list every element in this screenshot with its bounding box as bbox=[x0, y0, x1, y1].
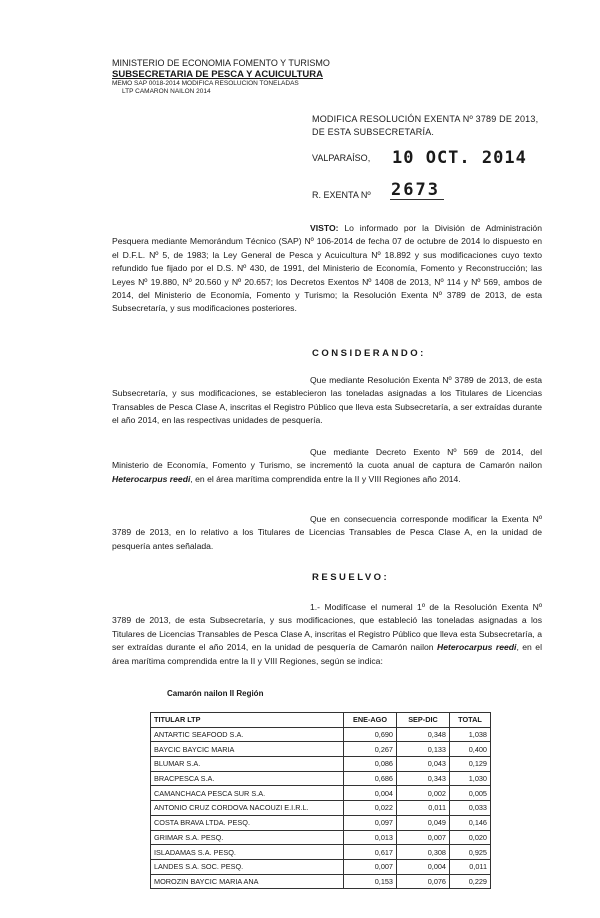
sep-dic-cell: 0,076 bbox=[397, 874, 450, 889]
subsecretaria-name: SUBSECRETARIA DE PESCA Y ACUICULTURA bbox=[112, 69, 323, 80]
table-row bbox=[151, 742, 491, 757]
memo-reference: MEMO SAP 0018-2014 MODIFICA RESOLUCION TONELADAS bbox=[112, 80, 299, 87]
resolution-number: 2673 bbox=[391, 180, 440, 200]
letterhead bbox=[112, 58, 330, 96]
considerando-p2: Que mediante Decreto Exento Nº 569 de 2014, del Ministerio de Economía, Fomento y Turismo, se incrementó la cuota anual de captura de Camarón nailon Heterocarpus reedi, en el área marítima comprendida entre la II y VIII Regiones año 2014. bbox=[112, 447, 542, 484]
total-cell: 0,400 bbox=[450, 742, 491, 757]
titular-cell: ANTONIO CRUZ CORDOVA NACOUZI E.I.R.L. bbox=[151, 801, 344, 816]
sep-dic-cell: 0,133 bbox=[397, 742, 450, 757]
table-row bbox=[151, 830, 491, 845]
table-title: Camarón nailon II Región bbox=[167, 689, 264, 698]
titular-cell: BLUMAR S.A. bbox=[151, 757, 344, 772]
table-row bbox=[151, 845, 491, 860]
sep-dic-cell: 0,348 bbox=[397, 727, 450, 742]
resolution-label: R. EXENTA Nº bbox=[312, 190, 371, 200]
ene-ago-cell: 0,022 bbox=[344, 801, 397, 816]
sep-dic-cell: 0,343 bbox=[397, 771, 450, 786]
modifica-line-1: MODIFICA RESOLUCIÓN EXENTA Nº 3789 DE 2013, bbox=[312, 114, 539, 124]
total-cell: 0,011 bbox=[450, 859, 491, 874]
ene-ago-cell: 0,153 bbox=[344, 874, 397, 889]
titular-cell: LANDES S.A. SOC. PESQ. bbox=[151, 859, 344, 874]
col-sep-dic: SEP-DIC bbox=[397, 713, 450, 728]
sep-dic-cell: 0,043 bbox=[397, 757, 450, 772]
total-cell: 0,020 bbox=[450, 830, 491, 845]
titular-cell: ANTARTIC SEAFOOD S.A. bbox=[151, 727, 344, 742]
col-ene-ago: ENE-AGO bbox=[344, 713, 397, 728]
ministry-name: MINISTERIO DE ECONOMIA FOMENTO Y TURISMO bbox=[112, 58, 330, 68]
total-cell: 1,038 bbox=[450, 727, 491, 742]
total-cell: 0,229 bbox=[450, 874, 491, 889]
col-titular: TITULAR LTP bbox=[151, 713, 344, 728]
table-row bbox=[151, 859, 491, 874]
titular-cell: MOROZIN BAYCIC MARIA ANA bbox=[151, 874, 344, 889]
ene-ago-cell: 0,004 bbox=[344, 786, 397, 801]
ene-ago-cell: 0,086 bbox=[344, 757, 397, 772]
titular-cell: CAMANCHACA PESCA SUR S.A. bbox=[151, 786, 344, 801]
species-name-2: Heterocarpus reedi bbox=[437, 642, 517, 653]
ene-ago-cell: 0,007 bbox=[344, 859, 397, 874]
resolution-underline bbox=[390, 199, 444, 200]
ene-ago-cell: 0,267 bbox=[344, 742, 397, 757]
col-total: TOTAL bbox=[450, 713, 491, 728]
ene-ago-cell: 0,013 bbox=[344, 830, 397, 845]
visto-heading: VISTO: bbox=[310, 223, 339, 233]
visto-text: Lo informado por la División de Administración Pesquera mediante Memorándum Técnico (SAP) Nº 106-2014 de fecha 07 de octubre de 2014 lo dispuesto en el D.F.L. Nº 5, de 1983; la Ley General de Pesca y Acuicultura Nº 18.892 y sus modificaciones cuyo texto refundido fue fijado por el D.S. Nº 430, de 1991, del Ministerio de Economía, Fomento y Reconstrucción; las Leyes Nº 19.880, Nº 20.560 y Nº 20.657; los Decretos Exentos Nº 1408 de 2013, Nº 114 y Nº 569, ambos de 2014, del Ministerio de Economía, Fomento y Turismo; la Resolución Exenta Nº 3789 de 2013, de esta Subsecretaría, y sus modificaciones posteriores. bbox=[112, 223, 542, 314]
species-name: Heterocarpus reedi bbox=[112, 473, 191, 484]
considerando-p1: Que mediante Resolución Exenta Nº 3789 de 2013, de esta Subsecretaría, y sus modificaciones, se establecieron las toneladas asignadas a los Titulares de Licencias Transables de Pesca Clase A, inscritas el Registro Público que lleva esta Subsecretaría, a ser extraídas durante el año 2014, en las respectivas unidades de pesquería. bbox=[112, 375, 542, 426]
titular-cell: BAYCIC BAYCIC MARIA bbox=[151, 742, 344, 757]
considerando-p3: Que en consecuencia corresponde modificar la Exenta Nº 3789 de 2013, en lo relativo a los Titulares de Licencias Transables de Pesca Clase A, en la unidad de pesquería antes señalada. bbox=[112, 514, 542, 551]
memo-reference-2: LTP CAMARON NAILON 2014 bbox=[122, 88, 211, 95]
ene-ago-cell: 0,686 bbox=[344, 771, 397, 786]
table-row bbox=[151, 801, 491, 816]
titular-cell: COSTA BRAVA LTDA. PESQ. bbox=[151, 815, 344, 830]
sep-dic-cell: 0,049 bbox=[397, 815, 450, 830]
table-header-row bbox=[151, 713, 491, 728]
titular-cell: BRACPESCA S.A. bbox=[151, 771, 344, 786]
table-row bbox=[151, 771, 491, 786]
sep-dic-cell: 0,011 bbox=[397, 801, 450, 816]
total-cell: 0,033 bbox=[450, 801, 491, 816]
total-cell: 1,030 bbox=[450, 771, 491, 786]
considerando-heading: CONSIDERANDO: bbox=[312, 348, 426, 359]
titular-cell: GRIMAR S.A. PESQ. bbox=[151, 830, 344, 845]
total-cell: 0,005 bbox=[450, 786, 491, 801]
resuelvo-p1: 1.- Modifícase el numeral 1º de la Resolución Exenta Nº 3789 de 2013, de esta Subsecretaría, y sus modificaciones, que estableció las toneladas asignadas a los Titulares de Licencias Transables de Pesca Clase A, inscritas el Registro Público que lleva esta Subsecretaría, a ser extraídas durante el año 2014, en la unidad de pesquería de Camarón nailon Heterocarpus reedi, en el área marítima comprendida entre la II y VIII Regiones, según se indica: bbox=[112, 602, 542, 666]
total-cell: 0,146 bbox=[450, 815, 491, 830]
ene-ago-cell: 0,097 bbox=[344, 815, 397, 830]
quota-table bbox=[150, 712, 491, 889]
sep-dic-cell: 0,002 bbox=[397, 786, 450, 801]
titular-cell: ISLADAMAS S.A. PESQ. bbox=[151, 845, 344, 860]
modifica-block bbox=[312, 113, 538, 139]
date-stamp: 10 OCT. 2014 bbox=[392, 148, 527, 168]
resuelvo-heading: RESUELVO: bbox=[312, 572, 390, 583]
table-row bbox=[151, 727, 491, 742]
table-row bbox=[151, 874, 491, 889]
sep-dic-cell: 0,308 bbox=[397, 845, 450, 860]
modifica-line-2: DE ESTA SUBSECRETARÍA. bbox=[312, 127, 435, 137]
ene-ago-cell: 0,617 bbox=[344, 845, 397, 860]
table-row bbox=[151, 815, 491, 830]
total-cell: 0,129 bbox=[450, 757, 491, 772]
sep-dic-cell: 0,004 bbox=[397, 859, 450, 874]
place-label: VALPARAÍSO, bbox=[312, 153, 371, 163]
table-row bbox=[151, 757, 491, 772]
table-row bbox=[151, 786, 491, 801]
total-cell: 0,925 bbox=[450, 845, 491, 860]
ene-ago-cell: 0,690 bbox=[344, 727, 397, 742]
visto-paragraph bbox=[112, 222, 542, 316]
sep-dic-cell: 0,007 bbox=[397, 830, 450, 845]
